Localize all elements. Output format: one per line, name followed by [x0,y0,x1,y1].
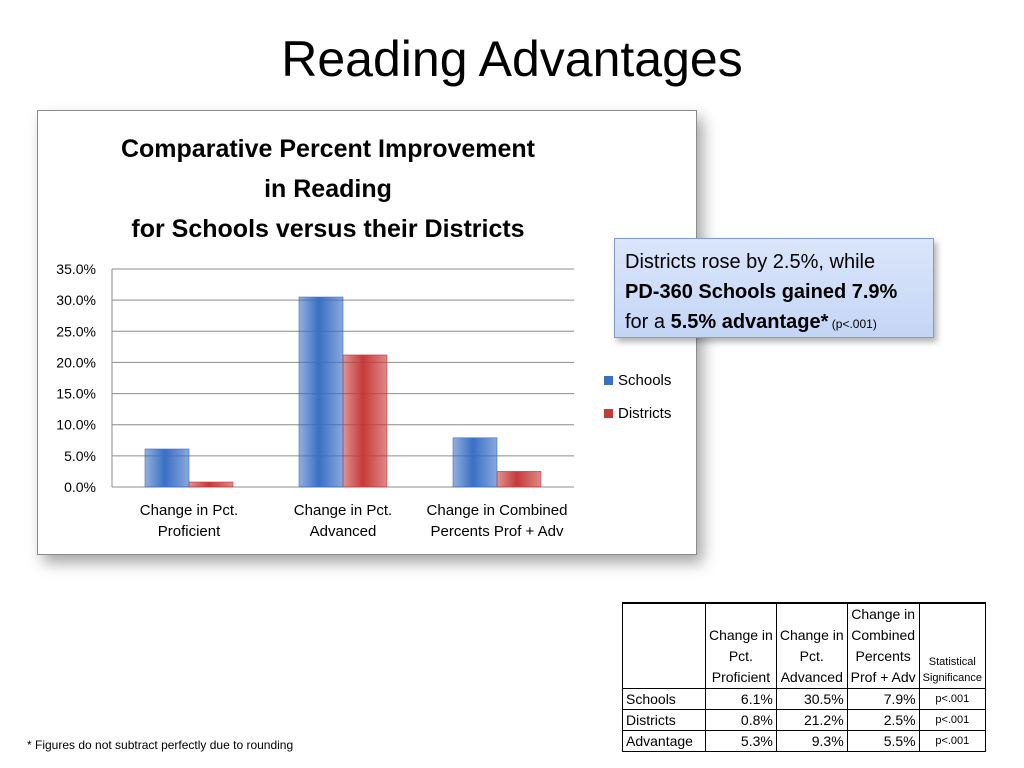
legend-label: Schools [618,372,672,389]
legend-label: Districts [618,405,672,422]
table-cell: 5.3% [706,731,777,752]
callout-star: * [820,311,829,333]
x-category-label: Percents Prof + Adv [430,523,564,540]
table-row [623,689,986,710]
table-header: Change in Pct. Advanced [776,603,847,689]
y-tick-label: 10.0% [56,416,96,433]
row-label: Advantage [623,731,706,752]
results-table [622,602,986,752]
callout-box [614,238,934,338]
bar-schools [145,449,189,487]
x-category-label: Change in Pct. [293,502,393,519]
callout-line: PD-360 Schools gained 7.9% [625,281,898,303]
y-tick-label: 30.0% [56,292,96,309]
legend-swatch [604,409,613,418]
chart-title-line: in Reading [264,175,392,203]
table-row [623,731,986,752]
bar-schools [299,297,343,487]
table-cell: 30.5% [776,689,847,710]
y-tick-label: 15.0% [56,385,96,402]
row-label: Schools [623,689,706,710]
x-category-label: Advanced [309,523,377,540]
x-category-label: Change in Combined [426,502,568,519]
table-cell: 9.3% [776,731,847,752]
legend-swatch [604,376,613,385]
chart-title-line: Comparative Percent Improvement [120,135,536,163]
row-label: Districts [623,710,706,731]
bar-districts [343,355,387,487]
callout-line [625,307,923,339]
footnote: * Figures do not subtract perfectly due to rounding [27,738,294,752]
table-cell: 6.1% [706,689,777,710]
chart-frame [37,110,697,555]
table-cell: p<.001 [919,731,985,752]
table-header: Statistical Significance [919,603,985,689]
callout-pvalue: (p<.001) [828,317,877,331]
callout-line: Districts rose by 2.5%, while [625,251,876,273]
chart-title-line: for Schools versus their Districts [131,215,525,243]
table-cell: 0.8% [706,710,777,731]
bar-schools [453,438,497,487]
y-tick-label: 25.0% [56,323,96,340]
y-tick-label: 0.0% [64,479,96,495]
y-tick-label: 35.0% [56,261,96,277]
x-category-label: Proficient [157,523,221,540]
table-cell: 2.5% [847,710,919,731]
table-header: Change in Combined Percents Prof + Adv [847,603,919,689]
table-cell: 5.5% [847,731,919,752]
table-cell: 7.9% [847,689,919,710]
table-cell: p<.001 [919,710,985,731]
table-header-empty [623,603,706,689]
callout-advantage: 5.5% advantage [670,311,821,333]
y-tick-label: 20.0% [56,354,96,371]
bar-chart [38,111,696,554]
bar-districts [497,471,541,487]
table-row [623,710,986,731]
table-cell: p<.001 [919,689,985,710]
slide-title: Reading Advantages [281,31,743,87]
x-category-label: Change in Pct. [139,502,239,519]
table-header: Change in Pct. Proficient [706,603,777,689]
bar-districts [189,482,233,487]
y-tick-label: 5.0% [64,447,96,464]
callout-text: for a [625,311,671,333]
table-cell: 21.2% [776,710,847,731]
